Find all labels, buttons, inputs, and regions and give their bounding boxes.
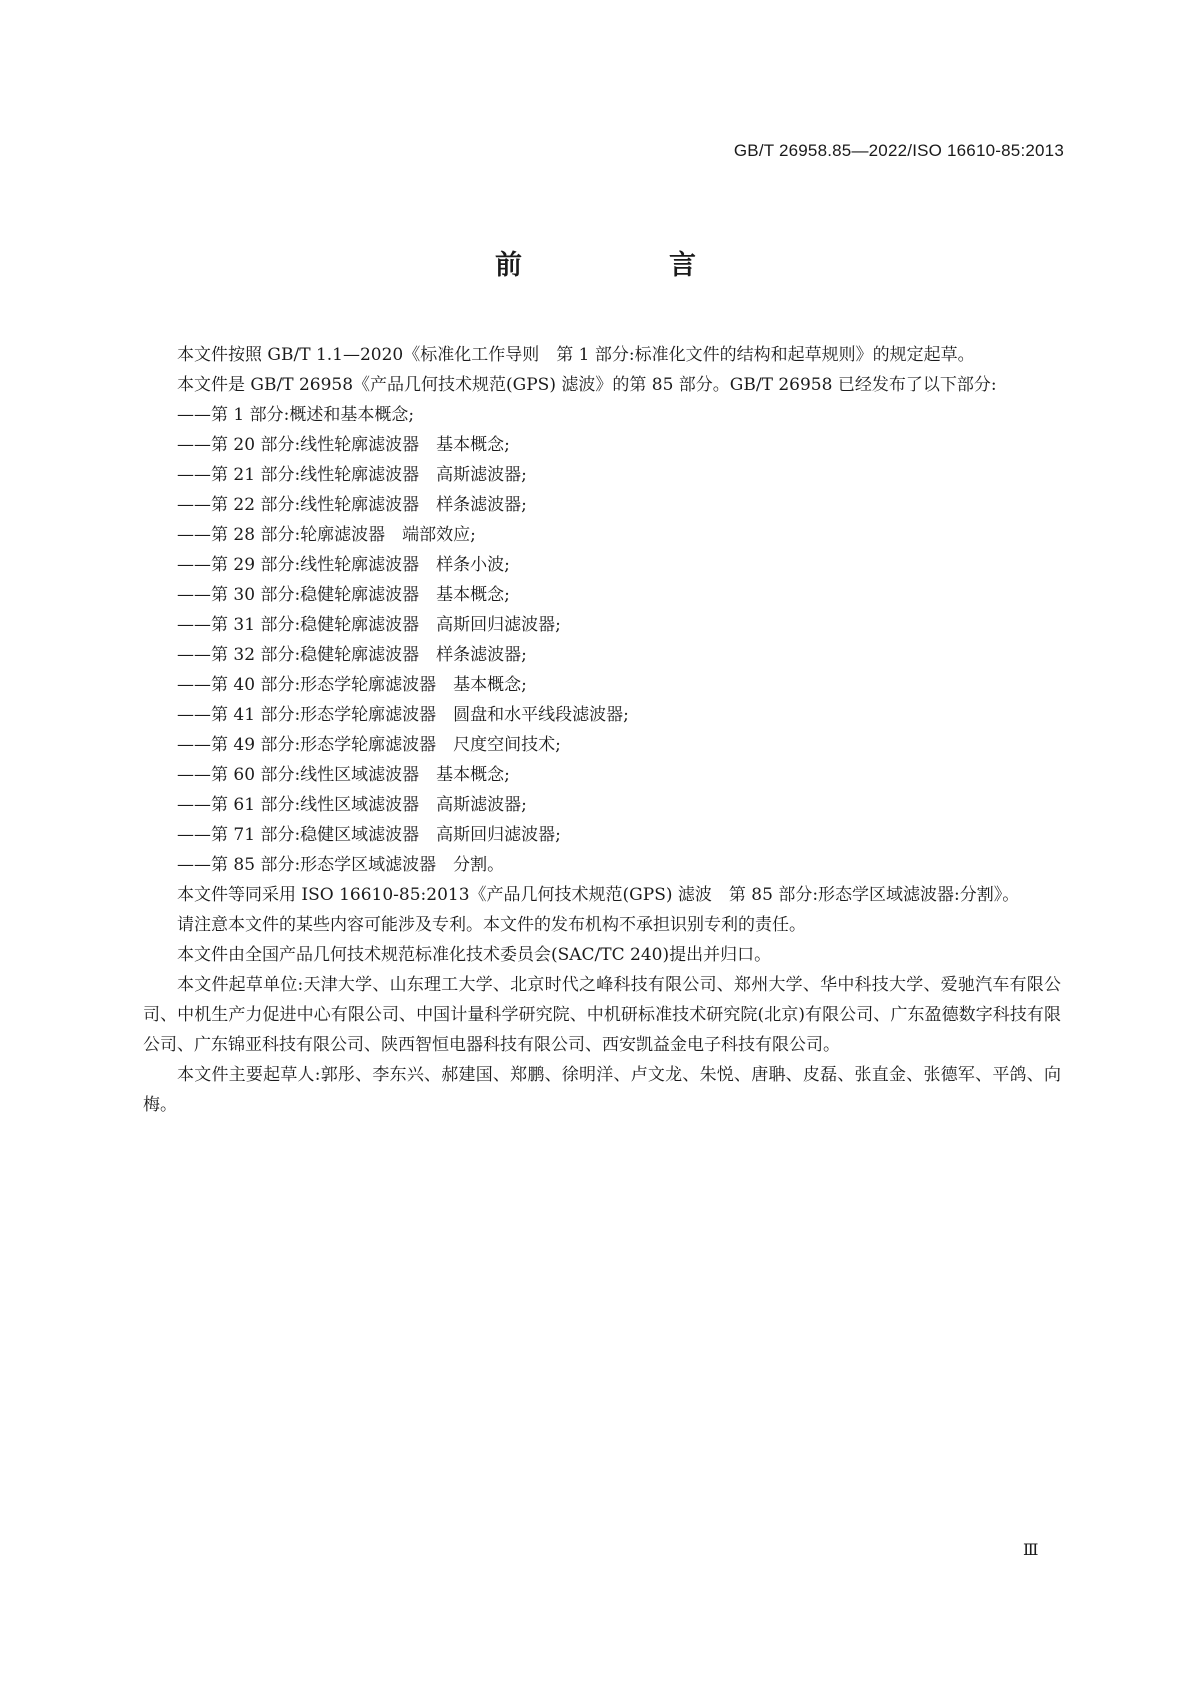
list-item: ——第 40 部分:形态学轮廓滤波器 基本概念; [177, 675, 527, 695]
list-item: ——第 1 部分:概述和基本概念; [177, 405, 415, 425]
standard-code: GB/T 26958.85—2022/ISO 16610-85:2013 [733, 141, 1064, 160]
list-item: ——第 60 部分:线性区域滤波器 基本概念; [177, 765, 510, 785]
paragraph-drafters: 本文件主要起草人:郭彤、李东兴、郝建国、郑鹏、徐明洋、卢文龙、朱悦、唐聃、皮磊、张直金、张德军、平鸽、向梅。 [143, 1065, 1061, 1115]
document-body [143, 340, 1061, 1120]
list-item: ——第 28 部分:轮廓滤波器 端部效应; [177, 525, 476, 545]
list-item: ——第 21 部分:线性轮廓滤波器 高斯滤波器; [177, 465, 527, 485]
page-number: Ⅲ [1023, 1540, 1039, 1559]
paragraph-committee: 本文件由全国产品几何技术规范标准化技术委员会(SAC/TC 240)提出并归口。 [177, 945, 772, 965]
list-item: ——第 30 部分:稳健轮廓滤波器 基本概念; [177, 585, 510, 605]
paragraph-drafting-units: 本文件起草单位:天津大学、山东理工大学、北京时代之峰科技有限公司、郑州大学、华中科技大学、爱驰汽车有限公司、中机生产力促进中心有限公司、中国计量科学研究院、中机研标准技术研究院(北京)有限公司、广东盈德数字科技有限公司、广东锦亚科技有限公司、陕西智恒电器科技有限公司、西安凯益金电子科技有限公司。 [143, 975, 1061, 1055]
list-item: ——第 71 部分:稳健区域滤波器 高斯回归滤波器; [177, 825, 561, 845]
list-item: ——第 29 部分:线性轮廓滤波器 样条小波; [177, 555, 510, 575]
list-item: ——第 85 部分:形态学区域滤波器 分割。 [177, 855, 505, 875]
page-title: 前 言 [495, 250, 756, 281]
parts-list [143, 400, 1061, 880]
list-item: ——第 61 部分:线性区域滤波器 高斯滤波器; [177, 795, 527, 815]
list-item: ——第 20 部分:线性轮廓滤波器 基本概念; [177, 435, 510, 455]
list-item: ——第 32 部分:稳健轮廓滤波器 样条滤波器; [177, 645, 527, 665]
paragraph-patent-notice: 请注意本文件的某些内容可能涉及专利。本文件的发布机构不承担识别专利的责任。 [177, 915, 806, 935]
list-item: ——第 49 部分:形态学轮廓滤波器 尺度空间技术; [177, 735, 561, 755]
list-item: ——第 22 部分:线性轮廓滤波器 样条滤波器; [177, 495, 527, 515]
list-item: ——第 31 部分:稳健轮廓滤波器 高斯回归滤波器; [177, 615, 561, 635]
paragraph-equivalence: 本文件等同采用 ISO 16610-85:2013《产品几何技术规范(GPS) 滤波 第 85 部分:形态学区域滤波器:分割》。 [177, 885, 1020, 905]
paragraph-series-intro: 本文件是 GB/T 26958《产品几何技术规范(GPS) 滤波》的第 85 部分。GB/T 26958 已经发布了以下部分: [177, 375, 997, 395]
list-item: ——第 41 部分:形态学轮廓滤波器 圆盘和水平线段滤波器; [177, 705, 629, 725]
paragraph-drafting-rules: 本文件按照 GB/T 1.1—2020《标准化工作导则 第 1 部分:标准化文件的结构和起草规则》的规定起草。 [177, 345, 975, 365]
